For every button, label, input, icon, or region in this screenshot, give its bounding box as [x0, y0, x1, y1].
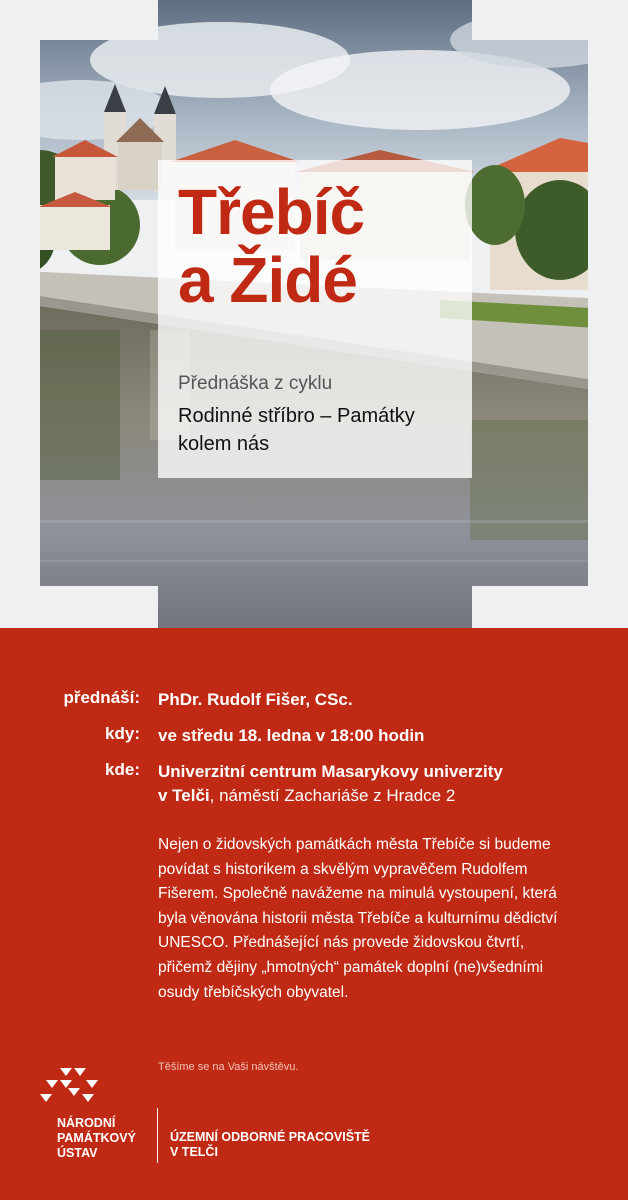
when-label: kdy: [105, 724, 140, 743]
department-name [170, 1130, 370, 1160]
dept-line-2: V TELČI [170, 1145, 218, 1159]
series-intro: Přednáška z cyklu [178, 373, 333, 394]
where-venue-2: v Telči [158, 786, 210, 805]
where-value [158, 760, 503, 808]
org-line-2: PAMÁTKOVÝ [57, 1131, 136, 1145]
org-line-3: ÚSTAV [57, 1146, 98, 1160]
title-line-2: a Židé [178, 244, 357, 316]
lecturer-value: PhDr. Rudolf Fišer, CSc. [158, 690, 353, 709]
org-line-1: NÁRODNÍ [57, 1116, 116, 1130]
description-text: Nejen o židovských památkách města Třebíče si budeme povídat s historikem a skvělým vypravěčem Rudolfem Fišerem. Společně navážeme na minulá vystoupení, která byla věnována historii města Třebíče a kulturnímu dědictví UNESCO. Přednášející nás provede židovskou čtvrtí, přičemž dějiny „hmotných“ památek doplní (ne)všedními osudy třebíčských obyvatel. [158, 836, 558, 1001]
when-date: 18. ledna v 18:00 hodin [238, 726, 425, 745]
title-line-1: Třebíč [178, 176, 365, 248]
org-name [57, 1116, 136, 1161]
when-prefix: ve středu [158, 726, 239, 745]
where-address: , náměstí Zachariáše z Hradce 2 [209, 786, 456, 805]
lecturer-label: přednáší: [63, 688, 140, 707]
dept-line-1: ÚZEMNÍ ODBORNÉ PRACOVIŠTĚ [170, 1130, 371, 1144]
footer-divider [157, 1108, 158, 1163]
thanks-note: Těšíme se na Vaši návštěvu. [158, 1061, 299, 1073]
where-label: kde: [105, 760, 140, 779]
where-venue: Univerzitní centrum Masarykovy univerzity [158, 762, 503, 781]
poster-title [178, 178, 364, 314]
series-name: Rodinné stříbro – Památky kolem nás [178, 405, 415, 455]
npu-logo-icon [38, 1066, 108, 1110]
when-value [158, 724, 424, 748]
